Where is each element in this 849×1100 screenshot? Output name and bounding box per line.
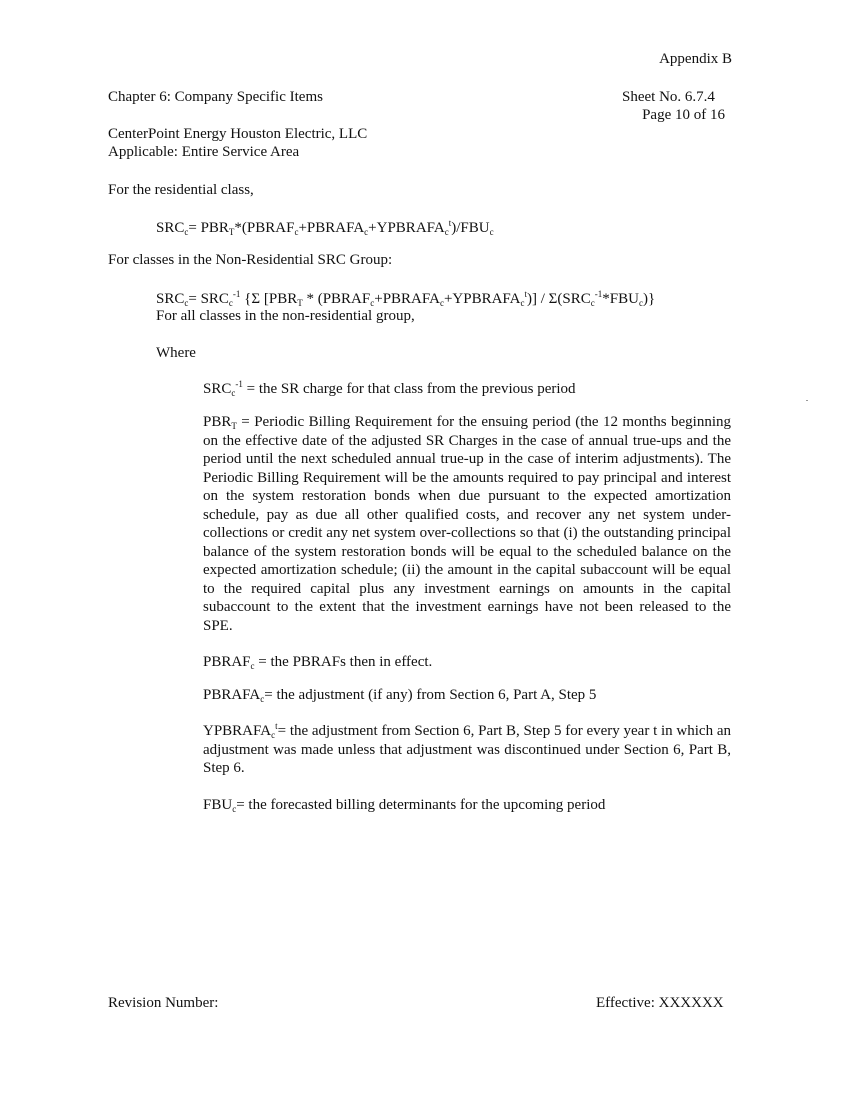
page-number: Page 10 of 16 (642, 107, 725, 123)
def-fbu: $FBU_c=$ the forecasted billing determinants for the upcoming period (203, 797, 606, 814)
def-src-prev: $SRC_c^{-1}$ = the SR charge for that class from the previous period (203, 379, 576, 398)
sheet-number: Sheet No. 6.7.4 (622, 89, 715, 105)
def-ypbrafa: $YPBRAFA_c^t=$ the adjustment from Section 6, Part B, Step 5 for every year t in which an adjustment was made unless that adjustment was discontinued under Section 6, Part B, Step 6. (203, 721, 731, 776)
chapter-title: Chapter 6: Company Specific Items (108, 89, 323, 105)
def-src-prev-text: = the SR charge for that class from the previous period (246, 381, 576, 397)
residential-intro: For the residential class, (108, 182, 254, 198)
def-pbrafa: $PBRAFA_c=$ the adjustment (if any) from Section 6, Part A, Step 5 (203, 687, 597, 704)
def-pbraf-text: = the PBRAFs then in effect. (258, 654, 433, 670)
nonresidential-formula: $SRC_c= SRC_c^{-1}$ {Σ [$PBR_T$ * $(PBRAF_c+PBRAFA_c+YPBRAFA_c^t)] / \Sigma(SRC_c^{-1}*FBU_c)$} (156, 289, 656, 308)
all-classes-note: For all classes in the non-residential group, (156, 308, 415, 324)
company-name: CenterPoint Energy Houston Electric, LLC (108, 126, 368, 142)
def-pbrt: $PBR_T$ = Periodic Billing Requirement for the ensuing period (the 12 months beginning on the effective date of the adjusted SR Charges in the case of annual true-ups and the period until the next scheduled annual true-up in the case of interim adjustments). The Periodic Billing Requirement will be the amounts required to pay principal and interest on the system restoration bonds when due pursuant to the expected amortization schedule, pay as due all other qualified costs, and recover any net system under-collections or credit any net system over-collections so that (i) the outstanding principal balance of the system restoration bonds will be equal to the scheduled balance on the expected amortization schedule; (ii) the amount in the capital subaccount will be equal to the required capital plus any investment earnings on amounts in the capital subaccount to the extent that the investment earnings have not been released to the SPE. (203, 414, 731, 634)
def-pbraf: $PBRAF_c$ = the PBRAFs then in effect. (203, 654, 433, 671)
def-ypbrafa-text: = the adjustment from Section 6, Part B, Step 5 for every year t in which an adjustment was made unless that adjustment was discontinued under Section 6, Part B, Step 6. (203, 723, 731, 776)
def-pbrafa-text: = the adjustment (if any) from Section 6, Part A, Step 5 (264, 687, 597, 703)
where-label: Where (156, 345, 196, 361)
nonresidential-intro: For classes in the Non-Residential SRC Group: (108, 252, 393, 268)
appendix-label: Appendix B (659, 51, 732, 67)
scan-mark (806, 400, 808, 401)
applicable-area: Applicable: Entire Service Area (108, 144, 300, 160)
def-pbrt-text: = Periodic Billing Requirement for the ensuing period (the 12 months beginning on the effective date of the adjusted SR Charges in the case of annual true-ups and the period until the next scheduled annual true-up in the case of interim adjustments). The Periodic Billing Requirement will be the amounts required to pay principal and interest on the system restoration bonds when due pursuant to the expected amortization schedule, pay as due all other qualified costs, and recover any net system under-collections or credit any net system over-collections so that (i) the outstanding principal balance of the system restoration bonds will be equal to the scheduled balance on the expected amortization schedule; (ii) the amount in the capital subaccount will be equal to the required capital plus any investment earnings on amounts in the capital subaccount to the extent that the investment earnings have not been released to the SPE. (203, 414, 731, 634)
def-fbu-text: = the forecasted billing determinants for the upcoming period (236, 797, 606, 813)
residential-formula: $SRC_c=$ $PBR_T*(PBRAF_c+PBRAFA_c+YPBRAFA_c^t)/FBU_c$ (156, 218, 494, 237)
effective-date: Effective: XXXXXX (596, 995, 724, 1011)
revision-number: Revision Number: (108, 995, 219, 1011)
